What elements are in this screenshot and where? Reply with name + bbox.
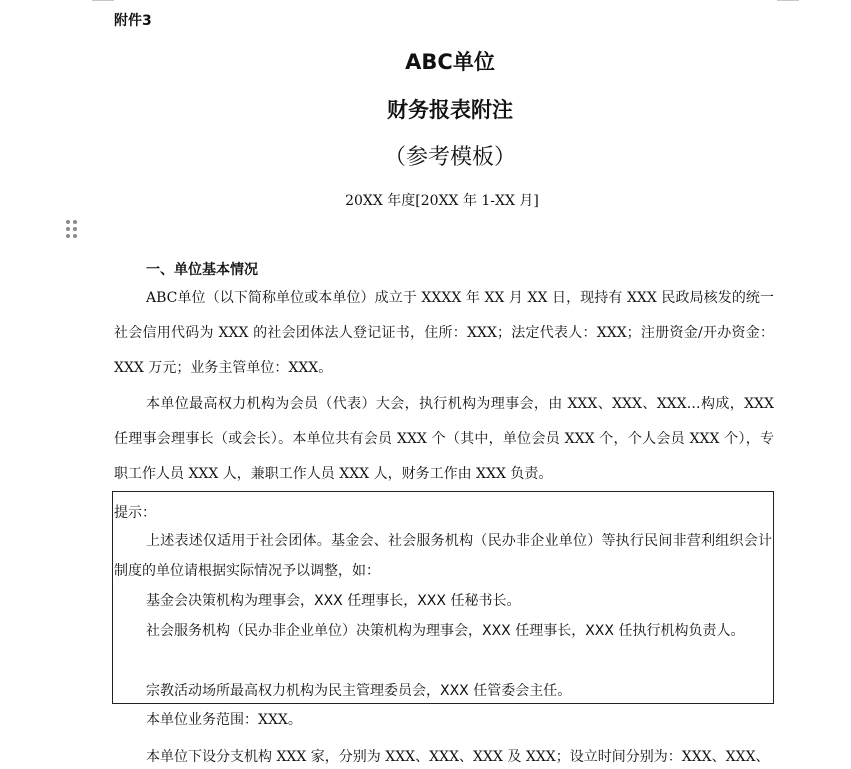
reporting-period: 20XX 年度[20XX 年 1-XX 月] [345,193,539,209]
page-corner-mark-left [92,0,114,1]
tip-line: 基金会决策机构为理事会，XXX 任理事长，XXX 任秘书长。 [146,593,521,609]
title-organization: ABC单位 [405,50,495,74]
attachment-label: 附件3 [114,13,152,29]
paragraph-governance: 本单位最高权力机构为会员（代表）大会，执行机构为理事会，由 XXX、XXX、XXX…构成，XXX 任理事会理事长（或会长）。本单位共有会员 XXX 个（其中，单位会员 XXX 个，个人会员 XXX 个），专职工作人员 XXX 人，兼职工作人员 XXX 人，财务工作由 XXX 负责。 [114,396,774,482]
title-subtitle: （参考模板） [383,145,516,170]
tip-line: 上述表述仅适用于社会团体。基金会、社会服务机构（民办非企业单位）等执行民间非营利组织会计制度的单位请根据实际情况予以调整，如： [114,533,772,579]
paragraph-branches: 本单位下设分支机构 XXX 家，分别为 XXX、XXX、XXX 及 XXX；设立时间分别为：XXX、XXX、 [146,749,770,765]
tip-label: 提示： [114,505,156,521]
title-main: 财务报表附注 [387,98,513,122]
paragraph-business-scope: 本单位业务范围：XXX。 [146,712,302,728]
page-corner-mark-right [777,0,799,1]
drag-handle-icon[interactable] [66,220,78,240]
tip-box [112,491,774,704]
section-heading: 一、单位基本情况 [146,262,258,278]
paragraph-registration: ABC单位（以下简称单位或本单位）成立于 XXXX 年 XX 月 XX 日，现持有 XXX 民政局核发的统一社会信用代码为 XXX 的社会团体法人登记证书，住所：XXX；法定代表人：XXX；注册资金/开办资金：XXX 万元；业务主管单位：XXX。 [114,290,774,376]
tip-line: 宗教活动场所最高权力机构为民主管理委员会，XXX 任管委会主任。 [146,683,572,699]
tip-line: 社会服务机构（民办非企业单位）决策机构为理事会，XXX 任理事长，XXX 任执行机构负责人。 [146,623,745,639]
